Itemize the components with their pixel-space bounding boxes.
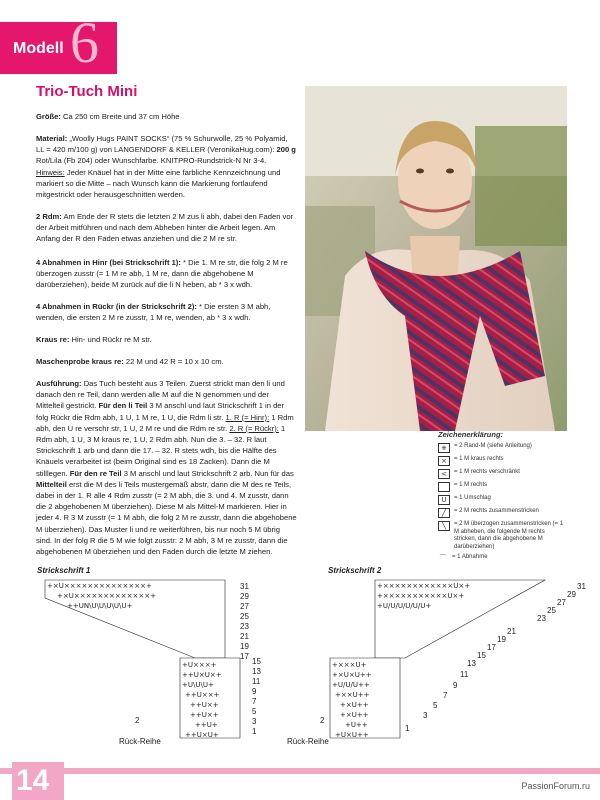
- abn-rueck-label: 4 Abnahmen in Rückr (in der Strickschrift 2):: [36, 302, 197, 311]
- chart-2-rownum: 11: [460, 670, 469, 679]
- skpo-icon: ╲: [438, 521, 450, 531]
- chart-2-rownum: 21: [507, 627, 516, 636]
- chart-2-side-number: 2: [320, 716, 325, 725]
- abn-rueck-text: * Die ersten 3 M abh, wenden, die ersten 2 M re zusstr, 1 M re, wenden, ab * 3 x wdh.: [36, 302, 271, 323]
- chart-1-row-27: ++UN\U\U\U\U\U+: [67, 602, 133, 610]
- watermark: PassionForum.ru: [521, 781, 590, 791]
- chart-1-row-5: ++U×+: [190, 711, 219, 719]
- chart-1-rownum: 11: [252, 677, 261, 686]
- k2tog-icon: ╱: [438, 508, 450, 518]
- page-title: Trio-Tuch Mini: [36, 83, 138, 100]
- abn-hin-text: * Die 1. M re str, die folg 2 M re überzogen zusstr (= 1 M re abh, 1 M re, dann die abgehobene M darüberziehen), beide M zurück auf die li N heben, ab * 3 x wdh.: [36, 258, 288, 290]
- chart-2-bottom-label: Rück-Reihe: [287, 737, 329, 746]
- page-number: 14: [16, 764, 50, 797]
- ausfuehrung-paragraph: [36, 378, 298, 557]
- model-photo-illustration: [305, 86, 567, 431]
- legend-item-text: = 1 M rechts verschränkt: [454, 469, 520, 475]
- chart-2-row-13: +×U×U++: [332, 671, 372, 679]
- chart-1-rownum: 25: [240, 612, 249, 621]
- chart-2-row-27: +U/U/U/U/U/U+: [377, 602, 432, 610]
- chart-1-row-11: +U\U\U+: [182, 681, 214, 689]
- chart-2-rownum: 13: [467, 659, 476, 668]
- chart-1-rownum: 27: [240, 602, 249, 611]
- material-paragraph: [36, 133, 296, 200]
- chart-2-row-3: +U++: [345, 721, 368, 729]
- photo-eye-right: [446, 169, 454, 174]
- chart-2-rownum: 3: [423, 711, 428, 720]
- chart-1-title: Strickschrift 1: [37, 566, 91, 575]
- abn-hin-paragraph: [36, 257, 296, 291]
- chart-1-rownum: 21: [240, 632, 249, 641]
- kraus-text: Hin- und Rückr re M str.: [71, 335, 152, 344]
- decrease-icon: ⌒: [439, 554, 447, 562]
- chart-2-rownum: 19: [497, 635, 506, 644]
- chart-2: [315, 578, 590, 748]
- chart-2-row-31: +××××××××××××U×+: [377, 582, 471, 590]
- legend-item: [438, 554, 568, 562]
- material-text-2: Rot/Lila (Fb 204) oder Wunschfarbe. KNITPRO-Rundstrick-N Nr 3-4.: [36, 156, 267, 166]
- chart-2-rownum: 7: [443, 691, 448, 700]
- chart-2-rownum: 23: [537, 614, 546, 623]
- chart-2-rownum: 17: [487, 643, 496, 652]
- chart-1-row-1: ++U×U+: [185, 731, 219, 739]
- twisted-stitch-icon: <: [438, 469, 450, 479]
- chart-1-row-13: ++U×U×+: [182, 671, 222, 679]
- chart-2-row-11: +U/U/U++: [332, 681, 370, 689]
- groesse-text: Ca 250 cm Breite und 37 cm Höhe: [63, 112, 180, 121]
- chart-2-row-15: +×××U+: [332, 661, 367, 669]
- ausf-underline-1: 1. R (= Hinr):: [225, 412, 270, 422]
- legend-item-text: = 2 Rand-M (siehe Anleitung): [454, 443, 532, 449]
- chart-2-row-5: +×U++: [340, 711, 369, 719]
- legend-item-text: = 2 M überzogen zusammenstricken (= 1 M abheben, die folgende M rechts stricken, dann die abgehobene M darüberziehen): [454, 521, 564, 550]
- chart-1-rownum: 19: [240, 642, 249, 651]
- ausf-text-2: 3 M anschl und laut Strickschrift 1 in der folg Rückr die Rdm abh, 1 U, 1 M re, 1 U, die Rdm li str.: [36, 401, 285, 422]
- chart-2-row-9: +××U++: [335, 691, 370, 699]
- ausf-text-4: 1 Rdm abh, 1 U, 3 M kraus re, 1 U, 2 Rdm abh. Nun die 3. – 32. R laut Strickschrift 1 arb und dann die 17. – 32. R stets wdh, bis die Hälfte des Knäuels verarbeitet ist (beim Original sind es 18 Zacken). Dann die M stilllegen.: [36, 423, 286, 478]
- kraus-label: Kraus re:: [36, 335, 70, 344]
- yarn-over-icon: U: [438, 495, 450, 505]
- chart-2-rownum: 9: [453, 681, 458, 690]
- chart-1-rownum: 1: [252, 727, 257, 736]
- abn-rueck-paragraph: [36, 301, 296, 323]
- chart-1-rownum: 13: [252, 667, 261, 676]
- legend-item-text: = 2 M rechts zusammenstricken: [454, 508, 539, 514]
- chart-2-rownum: 27: [557, 598, 566, 607]
- legend-item-text: = 1 M kraus rechts: [454, 456, 504, 462]
- material-bold: 200 g: [276, 145, 296, 155]
- photo-eye-left: [416, 169, 424, 174]
- rdm-label: 2 Rdm:: [36, 212, 62, 221]
- maschenprobe-text: 22 M und 42 R = 10 x 10 cm.: [125, 357, 224, 366]
- chart-1-row-9: ++U××+: [185, 691, 220, 699]
- legend-item: [438, 443, 568, 453]
- ausf-bold-1: Für den li Teil: [98, 401, 148, 411]
- chart-2-rownum: 29: [567, 590, 576, 599]
- chart-1-row-15: +U×××+: [182, 661, 217, 669]
- photo-trees: [475, 126, 567, 246]
- abn-hin-label: 4 Abnahmen in Hinr (bei Strickschrift 1):: [36, 258, 181, 267]
- maschenprobe-label: Maschenprobe kraus re:: [36, 357, 124, 366]
- modell-number: 6: [70, 10, 99, 75]
- garter-stitch-icon: ×: [438, 456, 450, 466]
- chart-1-rownum: 31: [240, 582, 249, 591]
- chart-1-rownum: 29: [240, 592, 249, 601]
- chart-2-row-1: +U×U++: [335, 731, 369, 739]
- groesse-paragraph: [36, 111, 296, 122]
- chart-1-rownum: 17: [240, 652, 249, 661]
- kraus-paragraph: [36, 334, 296, 345]
- chart-2-rownum: 15: [477, 651, 486, 660]
- legend: [438, 430, 568, 565]
- legend-item: [438, 469, 568, 479]
- ausf-text-5: 3 M anschl und laut Strickschrift 2 arb. Nun für das: [123, 468, 294, 478]
- chart-1-rownum: 5: [252, 707, 257, 716]
- legend-item: [438, 482, 568, 492]
- knit-stitch-icon: [438, 482, 450, 492]
- chart-1-row-3: ++U+: [195, 721, 218, 729]
- legend-item-text: = 1 M rechts: [454, 482, 488, 488]
- chart-2-row-29: +×××××××××××U×+: [377, 592, 465, 600]
- hinweis-label: Hinweis:: [36, 167, 65, 177]
- groesse-label: Größe:: [36, 112, 61, 121]
- chart-2-rownum: 5: [433, 701, 438, 710]
- material-text: „Woolly Hugs PAINT SOCKS“ (75 % Schurwolle, 25 % Polyamid, LL = 420 m/100 g) von LANGENDORF & KELLER (VeronikaHug.com):: [36, 134, 288, 155]
- chart-1-rownum: 15: [252, 657, 261, 666]
- chart-1-rownum: 3: [252, 717, 257, 726]
- ausf-bold-3: Mittelteil: [36, 479, 67, 489]
- chart-1-row-31: +×U××××××××××××××+: [47, 582, 152, 590]
- model-photo: [305, 86, 567, 431]
- ausf-text-1: Das Tuch besteht aus 3 Teilen. Zuerst strickt man den li und danach den re Teil, dann werden alle M auf die N genommen und der Mittelteil gestrickt.: [36, 379, 285, 411]
- legend-item-text: = 1 Abnahme: [452, 554, 488, 560]
- chart-1: [35, 578, 275, 748]
- legend-item-text: = 1 Umschlag: [454, 495, 491, 501]
- modell-label: Modell: [13, 40, 64, 57]
- rdm-text: Am Ende der R stets die letzten 2 M zus li abh, dabei den Faden vor der Arbeit mitführen und nach dem Abheben hinter die Arbeit legen. Am Anfang der R den Faden etwas anziehen und die 2 M re str.: [36, 212, 294, 244]
- maschenprobe-paragraph: [36, 356, 296, 367]
- chart-1-row-29: +×U×××××××××××××+: [57, 592, 156, 600]
- ausf-text-6: erst die M des li Teils mustergemäß abstr, dann die M des re Teils, dabei in der 1. R alle 4 Rdm zusstr (= 2 M abh, die 3. und 4. M zusstr, dann die 2 abgehobenen M überziehen). Diese M als Mittel-M markieren. Hier in jeder 4. R 3 M zusstr (= 1 M abh, die folg 2 M re zusstr, dann die abgehobene M überziehen). Das Muster li und re weiterführen, bis nur noch 5 M übrig sind. In der folg R die 5 M wie folgt zusstr: 2 M abh, 3 M re zusstr, dann die abgehobenen M überziehen und den Faden durch die letzte M ziehen.: [36, 479, 297, 557]
- chart-2-rownum: 31: [577, 582, 586, 591]
- material-label: Material:: [36, 134, 68, 143]
- legend-item: [438, 456, 568, 466]
- double-edge-stitch-icon: ⧺: [438, 443, 450, 453]
- hinweis-text: Jeder Knäuel hat in der Mitte eine farbliche Kennzeichnung und markiert so die Mitte – nach Wunsch kann die Markierung fortlaufend mitgestrickt oder herausgeschnitten werden.: [36, 167, 281, 200]
- ausf-label: Ausführung:: [36, 379, 82, 388]
- chart-1-rownum: 7: [252, 697, 257, 706]
- chart-2-rownum: 1: [405, 724, 410, 733]
- chart-2-title: Strickschrift 2: [328, 566, 382, 575]
- legend-item: [438, 508, 568, 518]
- legend-item: [438, 521, 568, 551]
- chart-1-row-7: ++U×+: [190, 701, 219, 709]
- legend-heading: Zeichenerklärung:: [438, 430, 504, 439]
- ausf-text-3: 1 Rdm abh, den U re verschr str, 1 U, 2 M re und die Rdm re str.: [36, 412, 294, 433]
- chart-1-rownum: 9: [252, 687, 257, 696]
- ausf-bold-2: Für den re Teil: [69, 468, 122, 478]
- footer-bar: [0, 768, 600, 774]
- ausf-underline-2: 2. R (= Rückr):: [229, 423, 279, 433]
- legend-item: [438, 495, 568, 505]
- chart-1-bottom-label: Rück-Reihe: [119, 737, 161, 746]
- chart-1-rownum: 23: [240, 622, 249, 631]
- rdm-paragraph: [36, 211, 296, 245]
- chart-2-rownum: 25: [547, 606, 556, 615]
- chart-1-side-number: 2: [135, 716, 140, 725]
- chart-2-row-7: +×U++: [340, 701, 369, 709]
